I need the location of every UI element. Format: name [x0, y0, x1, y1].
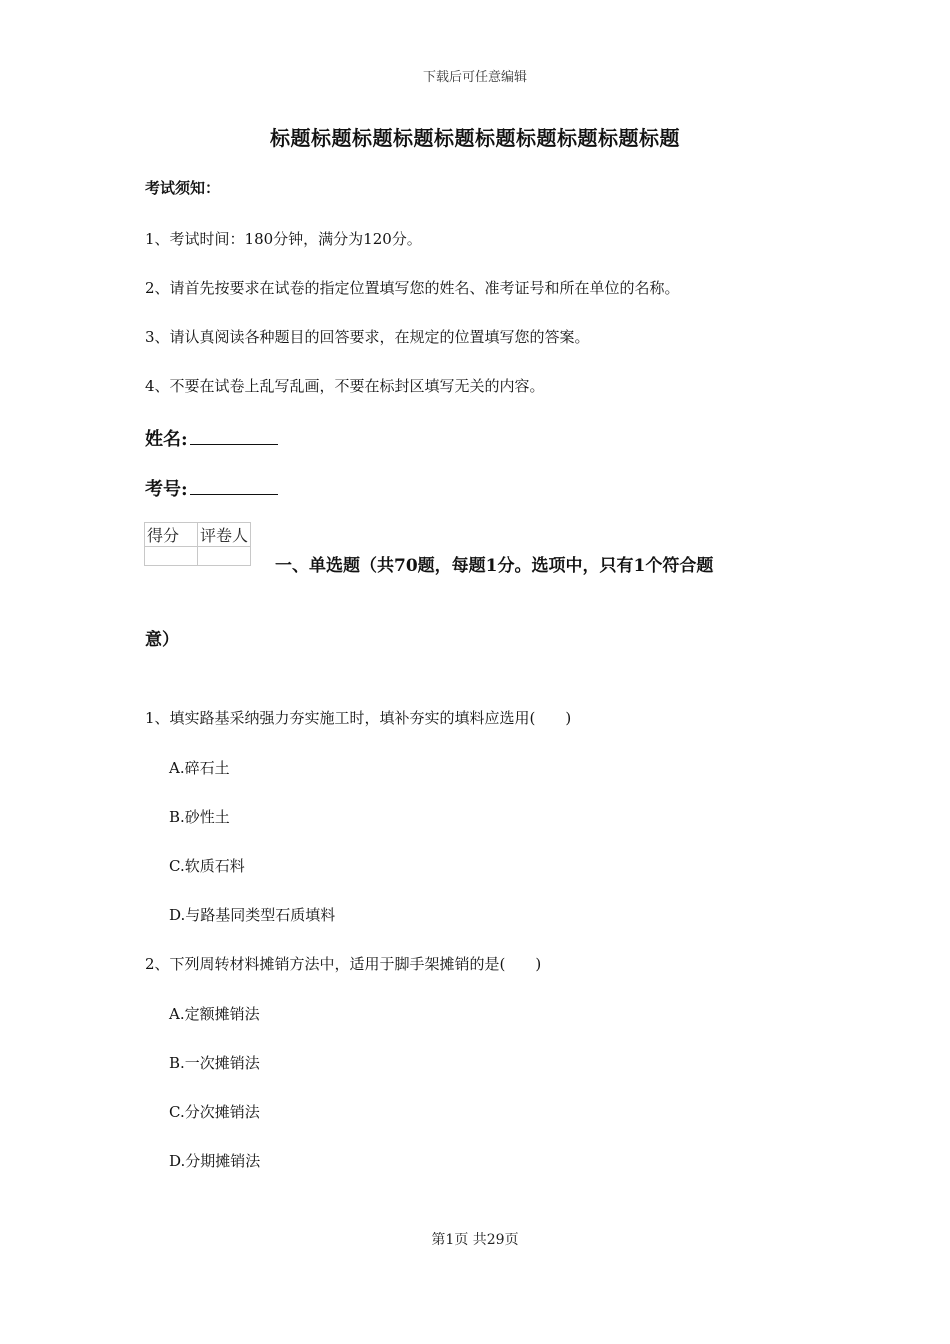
answer-option: A.定额摊销法 [169, 1005, 260, 1023]
grader-cell [198, 547, 251, 566]
score-header: 得分 [145, 523, 198, 547]
exam-number-blank-line[interactable] [190, 476, 278, 495]
document-title: 标题标题标题标题标题标题标题标题标题标题 [270, 126, 680, 150]
answer-option: B.一次摊销法 [169, 1054, 260, 1072]
answer-option: B.砂性土 [169, 808, 230, 826]
notice-rule: 4、不要在试卷上乱写乱画，不要在标封区填写无关的内容。 [145, 377, 545, 395]
answer-option: C.软质石料 [169, 857, 245, 875]
name-label: 姓名: [145, 429, 188, 450]
answer-option: D.与路基同类型石质填料 [169, 906, 336, 924]
section-title: 一、单选题（共70题，每题1分。选项中，只有1个符合题 [275, 556, 714, 576]
notice-heading: 考试须知： [145, 179, 221, 197]
score-table [144, 522, 251, 566]
exam-number-field [145, 475, 278, 501]
notice-rule: 1、考试时间：180分钟，满分为120分。 [145, 230, 422, 248]
notice-rule: 3、请认真阅读各种题目的回答要求，在规定的位置填写您的答案。 [145, 328, 590, 346]
exam-number-label: 考号: [145, 479, 188, 500]
answer-option: A.碎石土 [169, 759, 230, 777]
grader-header: 评卷人 [198, 523, 251, 547]
question-text: 2、下列周转材料摊销方法中，适用于脚手架摊销的是( ) [145, 955, 542, 973]
header-note: 下载后可任意编辑 [422, 70, 527, 85]
question-text: 1、填实路基采纳强力夯实施工时，填补夯实的填料应选用( ) [145, 709, 572, 727]
name-blank-line[interactable] [190, 426, 278, 445]
answer-option: D.分期摊销法 [169, 1152, 261, 1170]
score-cell [145, 547, 198, 566]
section-title-continued: 意） [145, 630, 179, 650]
page-number: 第1页 共29页 [431, 1232, 519, 1248]
name-field [145, 425, 278, 451]
answer-option: C.分次摊销法 [169, 1103, 260, 1121]
notice-rule: 2、请首先按要求在试卷的指定位置填写您的姓名、准考证号和所在单位的名称。 [145, 279, 680, 297]
